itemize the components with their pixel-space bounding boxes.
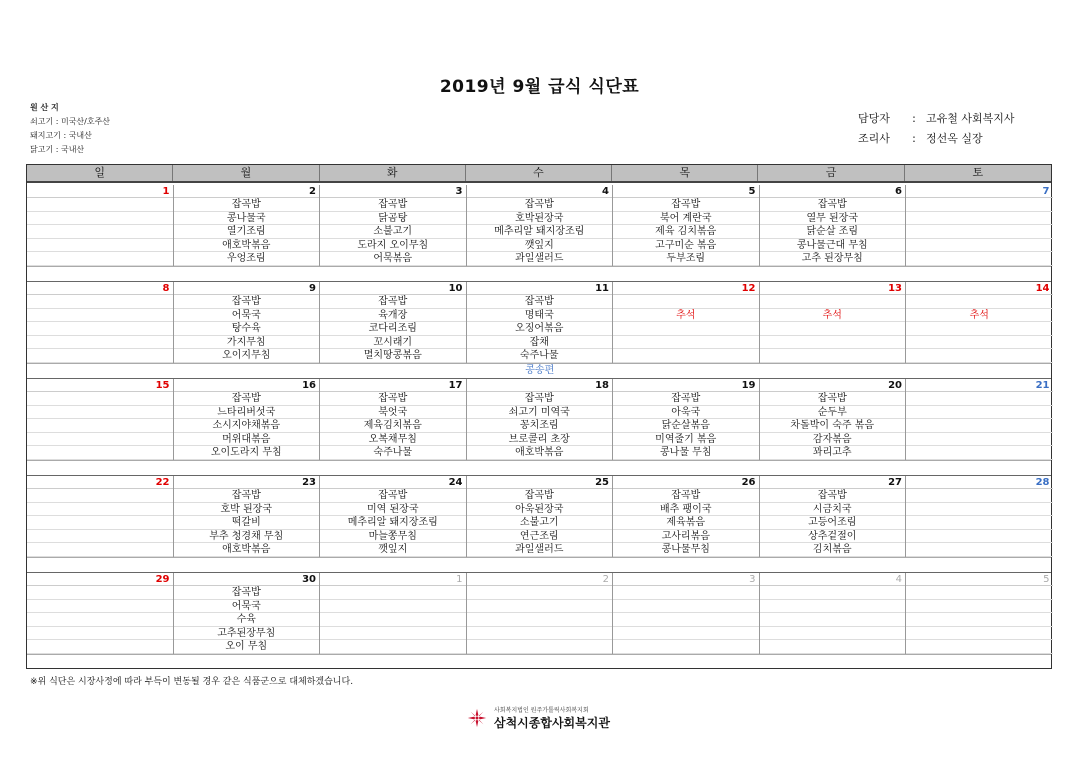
origin-info — [30, 101, 110, 157]
menu-item: 고추된장무침 — [174, 627, 320, 641]
day-cell — [613, 282, 760, 363]
day-number: 29 — [27, 573, 173, 586]
menu-calendar — [26, 164, 1052, 669]
menu-item: 차돌박이 숙주 볶음 — [760, 419, 906, 433]
menu-item — [27, 516, 173, 530]
menu-item — [27, 349, 173, 363]
menu-item — [613, 349, 759, 363]
menu-item: 소시지야채볶음 — [174, 419, 320, 433]
menu-item — [906, 530, 1053, 544]
menu-item: 제육김치볶음 — [320, 419, 466, 433]
calendar-week — [27, 282, 1051, 379]
menu-item: 고사리볶음 — [613, 530, 759, 544]
menu-item: 어묵국 — [174, 309, 320, 323]
menu-item — [27, 239, 173, 253]
menu-item: 어묵국 — [174, 600, 320, 614]
staff-role: 조리사 — [858, 132, 890, 145]
day-number: 4 — [760, 573, 906, 586]
menu-item: 잡곡밥 — [760, 198, 906, 212]
menu-item: 오복채무침 — [320, 433, 466, 447]
menu-item — [906, 600, 1053, 614]
weekday-label: 화 — [320, 165, 466, 181]
menu-item — [613, 322, 759, 336]
day-cell — [760, 282, 907, 363]
day-number: 3 — [613, 573, 759, 586]
day-number: 19 — [613, 379, 759, 392]
day-number: 9 — [174, 282, 320, 295]
menu-item — [906, 239, 1053, 253]
menu-item — [760, 295, 906, 309]
menu-item — [906, 586, 1053, 600]
menu-item: 애호박볶음 — [467, 446, 613, 460]
menu-item: 추석 — [613, 309, 759, 323]
menu-item — [320, 613, 466, 627]
menu-item: 잡곡밥 — [760, 392, 906, 406]
menu-item — [467, 586, 613, 600]
menu-item: 콩나물국 — [174, 212, 320, 226]
menu-item: 추석 — [906, 309, 1053, 323]
menu-item: 코다리조림 — [320, 322, 466, 336]
menu-item — [27, 252, 173, 266]
menu-item: 수육 — [174, 613, 320, 627]
weekday-label: 목 — [612, 165, 758, 181]
menu-item — [906, 349, 1053, 363]
menu-item — [467, 613, 613, 627]
menu-item — [906, 252, 1053, 266]
day-number: 4 — [467, 185, 613, 198]
menu-item: 잡곡밥 — [174, 198, 320, 212]
menu-item — [27, 586, 173, 600]
menu-item — [467, 600, 613, 614]
menu-item: 오이도라지 무침 — [174, 446, 320, 460]
menu-item: 과일샐러드 — [467, 252, 613, 266]
calendar-week — [27, 573, 1051, 670]
menu-item: 잡곡밥 — [320, 295, 466, 309]
menu-item: 육개장 — [320, 309, 466, 323]
day-number: 28 — [906, 476, 1053, 489]
day-cell — [613, 185, 760, 266]
day-number: 25 — [467, 476, 613, 489]
menu-item: 배추 팽이국 — [613, 503, 759, 517]
menu-item: 잡곡밥 — [613, 198, 759, 212]
day-cell — [320, 476, 467, 557]
day-number: 21 — [906, 379, 1053, 392]
menu-item — [906, 419, 1053, 433]
menu-item — [27, 640, 173, 654]
day-cell — [320, 379, 467, 460]
day-cell — [174, 282, 321, 363]
staff-info — [858, 109, 1015, 149]
menu-item: 미역 된장국 — [320, 503, 466, 517]
menu-item: 꽁치조림 — [467, 419, 613, 433]
menu-item-special: 콩송편 — [525, 365, 555, 376]
menu-item — [906, 295, 1053, 309]
menu-item: 잡곡밥 — [320, 198, 466, 212]
menu-item — [27, 627, 173, 641]
menu-item — [27, 489, 173, 503]
day-cell — [467, 185, 614, 266]
menu-item: 아욱국 — [613, 406, 759, 420]
staff-name: 고유철 사회복지사 — [926, 112, 1015, 125]
menu-item: 콩나물근대 무침 — [760, 239, 906, 253]
day-cell — [760, 379, 907, 460]
day-cell — [27, 185, 174, 266]
day-cell — [320, 573, 467, 654]
menu-item: 아욱된장국 — [467, 503, 613, 517]
menu-item: 김치볶음 — [760, 543, 906, 557]
day-number: 10 — [320, 282, 466, 295]
menu-item: 숙주나물 — [467, 349, 613, 363]
day-cell — [174, 476, 321, 557]
menu-item: 오이지무침 — [174, 349, 320, 363]
menu-item — [467, 640, 613, 654]
menu-item: 호박 된장국 — [174, 503, 320, 517]
menu-item — [906, 446, 1053, 460]
day-number: 15 — [27, 379, 173, 392]
weekday-label: 수 — [466, 165, 612, 181]
menu-item: 두부조림 — [613, 252, 759, 266]
day-cell — [467, 282, 614, 363]
menu-item — [760, 586, 906, 600]
menu-item: 콩나물 무침 — [613, 446, 759, 460]
menu-item — [760, 613, 906, 627]
menu-item: 오이 무침 — [174, 640, 320, 654]
day-cell — [613, 379, 760, 460]
staff-row — [858, 129, 1015, 149]
menu-item: 잡곡밥 — [174, 586, 320, 600]
staff-sep: : — [912, 112, 916, 125]
menu-item — [27, 419, 173, 433]
menu-item: 탕수육 — [174, 322, 320, 336]
menu-item — [906, 503, 1053, 517]
day-cell — [760, 573, 907, 654]
day-number: 18 — [467, 379, 613, 392]
day-number: 1 — [27, 185, 173, 198]
staff-row — [858, 109, 1015, 129]
day-cell — [467, 476, 614, 557]
day-cell — [320, 282, 467, 363]
day-number: 3 — [320, 185, 466, 198]
menu-item — [906, 613, 1053, 627]
page-title: 2019년 9월 급식 식단표 — [439, 77, 640, 97]
menu-item: 닭순살볶음 — [613, 419, 759, 433]
menu-item: 꽈리고추 — [760, 446, 906, 460]
menu-item: 명태국 — [467, 309, 613, 323]
menu-item — [27, 600, 173, 614]
menu-item — [906, 198, 1053, 212]
menu-item — [906, 489, 1053, 503]
menu-item: 호박된장국 — [467, 212, 613, 226]
menu-item: 떡갈비 — [174, 516, 320, 530]
day-cell — [906, 282, 1053, 363]
menu-item: 고등어조림 — [760, 516, 906, 530]
menu-item — [613, 336, 759, 350]
weekday-label: 토 — [972, 166, 984, 179]
menu-item: 북어 계란국 — [613, 212, 759, 226]
menu-item — [27, 225, 173, 239]
day-cell — [760, 476, 907, 557]
menu-item: 메추리알 돼지장조림 — [467, 225, 613, 239]
menu-item — [27, 503, 173, 517]
menu-item: 메추리알 돼지장조림 — [320, 516, 466, 530]
menu-item — [613, 640, 759, 654]
week-spacer — [27, 266, 1051, 282]
day-cell — [467, 573, 614, 654]
menu-item: 잡곡밥 — [174, 489, 320, 503]
day-number: 2 — [174, 185, 320, 198]
menu-item: 연근조림 — [467, 530, 613, 544]
week-spacer — [27, 363, 1051, 379]
weekday-label: 일 — [27, 165, 173, 181]
menu-item — [906, 433, 1053, 447]
menu-item — [27, 295, 173, 309]
menu-item: 애호박볶음 — [174, 543, 320, 557]
menu-item — [906, 392, 1053, 406]
menu-item — [27, 212, 173, 226]
weekday-label: 금 — [758, 165, 904, 181]
origin-item: 닭고기 : 국내산 — [30, 145, 85, 154]
menu-item — [27, 543, 173, 557]
staff-name: 정선옥 실장 — [926, 132, 983, 145]
day-number: 1 — [320, 573, 466, 586]
menu-item: 가지무침 — [174, 336, 320, 350]
day-number: 20 — [760, 379, 906, 392]
menu-item — [760, 322, 906, 336]
day-cell — [906, 573, 1053, 654]
menu-item: 도라지 오이무침 — [320, 239, 466, 253]
menu-item: 콩나물무침 — [613, 543, 759, 557]
menu-item — [906, 225, 1053, 239]
day-number: 30 — [174, 573, 320, 586]
menu-item: 잡곡밥 — [467, 295, 613, 309]
menu-item: 꼬시래기 — [320, 336, 466, 350]
day-number: 5 — [906, 573, 1053, 586]
menu-item: 머위대볶음 — [174, 433, 320, 447]
day-number: 5 — [613, 185, 759, 198]
org-subtitle: 사회복지법인 원주가톨릭사회복지회 — [494, 707, 589, 714]
menu-item: 잡곡밥 — [760, 489, 906, 503]
day-cell — [174, 185, 321, 266]
menu-item: 닭곰탕 — [320, 212, 466, 226]
menu-item — [320, 627, 466, 641]
day-number: 6 — [760, 185, 906, 198]
menu-item — [27, 446, 173, 460]
menu-item: 어묵볶음 — [320, 252, 466, 266]
menu-item: 고추 된장무침 — [760, 252, 906, 266]
weekday-label: 월 — [173, 165, 319, 181]
menu-item — [467, 627, 613, 641]
menu-item — [27, 433, 173, 447]
menu-item: 마늘쫑무침 — [320, 530, 466, 544]
menu-item — [906, 336, 1053, 350]
calendar-week — [27, 379, 1051, 476]
menu-item — [27, 198, 173, 212]
menu-item: 상추겉절이 — [760, 530, 906, 544]
menu-item — [760, 627, 906, 641]
menu-item: 잡곡밥 — [613, 392, 759, 406]
menu-item: 브로콜리 초장 — [467, 433, 613, 447]
menu-item — [906, 212, 1053, 226]
menu-item: 미역줄기 볶음 — [613, 433, 759, 447]
menu-item: 깻잎지 — [320, 543, 466, 557]
menu-item: 잡곡밥 — [320, 392, 466, 406]
day-cell — [906, 476, 1053, 557]
menu-item: 제육볶음 — [613, 516, 759, 530]
menu-item — [320, 640, 466, 654]
menu-item: 소불고기 — [467, 516, 613, 530]
day-number: 7 — [906, 185, 1053, 198]
menu-item — [613, 295, 759, 309]
day-cell — [27, 379, 174, 460]
menu-item: 잡곡밥 — [613, 489, 759, 503]
origin-heading: 원 산 지 — [30, 103, 59, 112]
calendar-week — [27, 185, 1051, 282]
week-spacer — [27, 654, 1051, 670]
menu-item — [906, 627, 1053, 641]
day-cell — [174, 379, 321, 460]
menu-item: 북엇국 — [320, 406, 466, 420]
day-cell — [174, 573, 321, 654]
day-cell — [613, 476, 760, 557]
calendar-week — [27, 476, 1051, 573]
menu-item: 제육 김치볶음 — [613, 225, 759, 239]
week-spacer — [27, 557, 1051, 573]
menu-item — [27, 309, 173, 323]
menu-item — [613, 627, 759, 641]
menu-item — [27, 530, 173, 544]
menu-item: 잡곡밥 — [467, 489, 613, 503]
menu-item — [27, 392, 173, 406]
menu-item: 열기조림 — [174, 225, 320, 239]
day-cell — [760, 185, 907, 266]
menu-item — [320, 600, 466, 614]
menu-item: 소불고기 — [320, 225, 466, 239]
menu-item: 열무 된장국 — [760, 212, 906, 226]
menu-item — [906, 406, 1053, 420]
menu-item — [906, 543, 1053, 557]
menu-item — [613, 600, 759, 614]
menu-item: 잡곡밥 — [174, 392, 320, 406]
menu-item: 시금치국 — [760, 503, 906, 517]
day-number: 17 — [320, 379, 466, 392]
menu-item — [27, 336, 173, 350]
menu-item: 과일샐러드 — [467, 543, 613, 557]
caritas-logo-icon — [466, 707, 488, 729]
menu-item — [906, 322, 1053, 336]
footnote: ※위 식단은 시장사정에 따라 부득이 변동될 경우 같은 식품군으로 대체하겠습니다. — [30, 677, 354, 687]
menu-item: 숙주나물 — [320, 446, 466, 460]
day-cell — [320, 185, 467, 266]
menu-item: 잡곡밥 — [320, 489, 466, 503]
menu-item: 부추 청경채 무침 — [174, 530, 320, 544]
day-number: 11 — [467, 282, 613, 295]
menu-item: 잡채 — [467, 336, 613, 350]
day-number: 13 — [760, 282, 906, 295]
org-logo — [466, 705, 610, 731]
day-number: 26 — [613, 476, 759, 489]
org-name: 삼척시종합사회복지관 — [494, 716, 610, 730]
day-number: 27 — [760, 476, 906, 489]
day-cell — [27, 282, 174, 363]
menu-item: 느타리버섯국 — [174, 406, 320, 420]
menu-item: 쇠고기 미역국 — [467, 406, 613, 420]
menu-item — [760, 336, 906, 350]
menu-item — [906, 640, 1053, 654]
menu-item: 멸치땅콩볶음 — [320, 349, 466, 363]
menu-item: 오징어볶음 — [467, 322, 613, 336]
menu-item — [320, 586, 466, 600]
day-number: 24 — [320, 476, 466, 489]
day-cell — [906, 379, 1053, 460]
menu-item — [27, 406, 173, 420]
menu-item: 잡곡밥 — [467, 198, 613, 212]
day-number: 14 — [906, 282, 1053, 295]
day-number: 12 — [613, 282, 759, 295]
menu-item: 감자볶음 — [760, 433, 906, 447]
menu-item: 고구미순 볶음 — [613, 239, 759, 253]
day-number: 8 — [27, 282, 173, 295]
staff-sep: : — [912, 132, 916, 145]
menu-item — [27, 322, 173, 336]
week-spacer — [27, 460, 1051, 476]
day-number: 22 — [27, 476, 173, 489]
origin-item: 돼지고기 : 국내산 — [30, 131, 92, 140]
menu-item — [760, 349, 906, 363]
staff-role: 담당자 — [858, 112, 890, 125]
menu-item: 잡곡밥 — [174, 295, 320, 309]
day-number: 23 — [174, 476, 320, 489]
menu-item — [906, 516, 1053, 530]
day-cell — [27, 573, 174, 654]
menu-item — [760, 600, 906, 614]
day-cell — [906, 185, 1053, 266]
menu-item — [27, 613, 173, 627]
menu-item — [613, 613, 759, 627]
calendar-weeks — [27, 185, 1051, 670]
menu-item: 잡곡밥 — [467, 392, 613, 406]
origin-item: 쇠고기 : 미국산/호주산 — [30, 117, 111, 126]
menu-item: 깻잎지 — [467, 239, 613, 253]
day-cell — [27, 476, 174, 557]
menu-item: 닭순살 조림 — [760, 225, 906, 239]
menu-item: 애호박볶음 — [174, 239, 320, 253]
day-number: 16 — [174, 379, 320, 392]
menu-item — [760, 640, 906, 654]
day-number: 2 — [467, 573, 613, 586]
day-cell — [613, 573, 760, 654]
weekday-header — [27, 165, 1051, 183]
menu-item: 추석 — [760, 309, 906, 323]
menu-item: 우엉조림 — [174, 252, 320, 266]
menu-item: 순두부 — [760, 406, 906, 420]
menu-item — [613, 586, 759, 600]
day-cell — [467, 379, 614, 460]
